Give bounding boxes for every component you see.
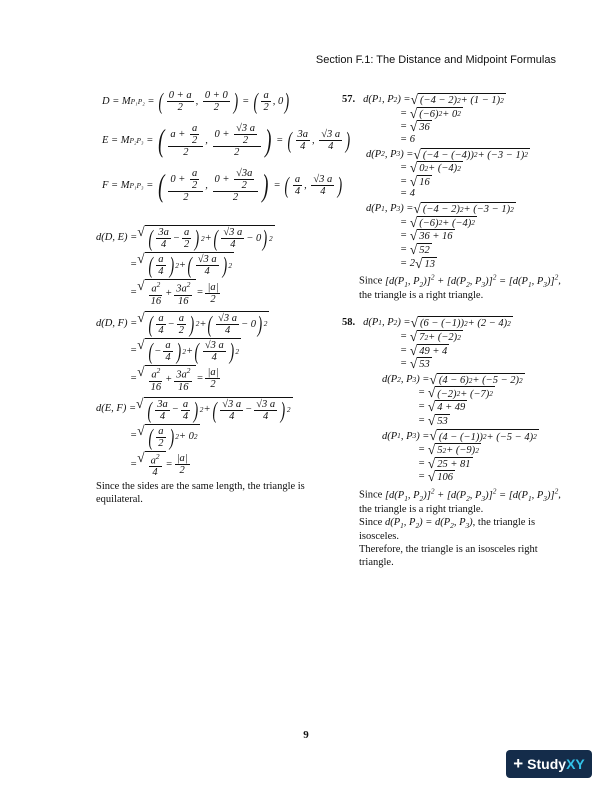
- distance-de-2: = √ ( $\frac{a}{4}$ ) 2 + ( $\frac{√3 a}{4}$ ) 2: [130, 251, 232, 279]
- p57-since: Since [$d(P_1$, $P_2)]^2 + [d(P_2$, $P_3)]^2 = [d(P_1$, $P_3)]^2$,: [359, 272, 561, 289]
- problem-57-number: 57.: [342, 94, 356, 106]
- p58-d23-1: d(P 2 , P 3 ) = √ (4 − 6) 2 + (−5 − 2) 2: [382, 371, 523, 387]
- distance-de-1: d(D, E) = √ ( $\frac{3a}{4}$ − $\frac{a}{2}$ ) 2 + ( $\frac{√3 a}{4}$ − 0 ) 2: [96, 224, 273, 252]
- p58-right-triangle: the triangle is a right triangle.: [359, 503, 484, 515]
- p57-d23-4: = 4: [400, 188, 415, 200]
- p57-d13-2: = √ (−6) 2 + (−4) 2: [400, 214, 475, 230]
- right-column: [342, 93, 562, 570]
- p57-d13-5: = 2 √ 13: [400, 255, 435, 271]
- p58-isosceles: isosceles.: [359, 531, 399, 543]
- p57-conclusion: the triangle is a right triangle.: [359, 290, 484, 302]
- distance-df-3: = √ $\frac{a^2}{16}$ + $\frac{3a^2}{16}$ = $\frac{|a|}{2}$: [130, 364, 219, 393]
- p58-since-2: Since $d(P_1$, $P_2) = d(P_2$, $P_3$), the triangle is: [359, 516, 536, 531]
- page-number: 9: [303, 729, 309, 741]
- p58-d12-1: 58. d(P 1 , P 2 ) = √ (6 − (−1)) 2 + (2 − 4) 2: [342, 315, 511, 331]
- midpoint-d: D = M P₁P₂ = ( $\frac{0 + a}{2}$ , $\frac{0 + 0}{2}$ ) = ( $\frac{a}{2}$ , 0 ): [102, 88, 290, 114]
- plus-icon: +: [513, 754, 524, 773]
- p58-since-1: Since [$d(P_1$, $P_2)]^2 + [d(P_2$, $P_3)]^2 = [d(P_1$, $P_3)]^2$,: [359, 486, 561, 503]
- p58-d23-2: = √ (−2) 2 + (−7) 2: [418, 385, 493, 401]
- p58-d13-4: = √ 106: [418, 469, 453, 485]
- distance-de-3: = √ $\frac{a^2}{16}$ + $\frac{3a^2}{16}$ = $\frac{|a|}{2}$: [130, 278, 219, 307]
- p58-d12-2: = √ 7 2 + (−2) 2: [400, 328, 461, 344]
- p57-d13-3: = √ 36 + 16: [400, 228, 453, 244]
- p57-d12-4: = 6: [400, 133, 415, 145]
- problem-58-number: 58.: [342, 317, 356, 329]
- logo-text-accent: XY: [566, 756, 585, 772]
- p57-d13-4: = √ 52: [400, 242, 430, 257]
- p57-d23-1: d(P 2 , P 3 ) = √ (−4 − (−4)) 2 + (−3 − 1) 2: [366, 146, 528, 162]
- p57-d13-1: d(P 1 , P 3 ) = √ (−4 − 2) 2 + (−3 − 1) 2: [366, 201, 514, 217]
- p58-d23-4: = √ 53: [418, 412, 448, 428]
- p58-d13-1: d(P 1 , P 3 ) = √ (4 − (−1)) 2 + (−5 − 4) 2: [382, 428, 537, 444]
- p58-d12-4: = √ 53: [400, 356, 430, 372]
- p58-d23-3: = √ 4 + 49: [418, 399, 466, 415]
- distance-ef-3: = √ $\frac{a^2}{4}$ = $\frac{|a|}{2}$: [130, 449, 188, 479]
- section-header: Section F.1: The Distance and Midpoint Formulas: [315, 54, 556, 66]
- p58-d13-2: = √ 5 2 + (−9) 2: [418, 442, 479, 458]
- p58-d13-3: = √ 25 + 81: [418, 455, 471, 471]
- midpoint-e: E = M P₂P₃ = ( a + $\frac{a}{2}$ 2 , 0 + $\frac{√3 a}{2}$ 2 ) = ( $\frac{3a}{4}$ , $\frac{√3 a}{4}$ ): [102, 122, 351, 159]
- midpoint-f: F = M P₁P₃ = ( 0 + $\frac{a}{2}$ 2 , 0 + $\frac{√3a}{2}$ 2 ) = ( $\frac{a}{4}$ , $\frac{√3 a}{4}$ ): [102, 167, 343, 204]
- distance-ef-2: = √ ( $\frac{a}{2}$ ) 2 + 0 2: [130, 422, 198, 450]
- p57-d23-2: = √ 0 2 + (−4) 2: [400, 160, 461, 176]
- logo-text-main: Study: [527, 756, 567, 772]
- p57-d12-3: = √ 36: [400, 119, 430, 135]
- distance-ef-1: d(E, F) = √ ( $\frac{3a}{4}$ − $\frac{a}{4}$ ) 2 + ( $\frac{√3 a}{4}$ − $\frac{√3 a}{4}$ ) 2: [96, 395, 291, 423]
- studyxy-logo[interactable]: [506, 750, 592, 778]
- p57-d23-3: = √ 16: [400, 173, 430, 189]
- distance-df-1: d(D, F) = √ ( $\frac{a}{4}$ − $\frac{a}{2}$ ) 2 + ( $\frac{√3 a}{4}$ − 0 ) 2: [96, 309, 268, 337]
- distance-df-2: = √ ( − $\frac{a}{4}$ ) 2 + ( $\frac{√3 a}{4}$ ) 2: [130, 337, 240, 364]
- p58-conclusion: Therefore, the triangle is an isosceles right triangle.: [359, 544, 538, 569]
- p58-d12-3: = √ 49 + 4: [400, 342, 448, 358]
- p57-d12-2: = √ (−6) 2 + 0 2: [400, 105, 461, 121]
- left-conclusion: Since the sides are the same length, the triangle is equilateral.: [96, 481, 305, 506]
- p57-d12-1: 57. d(P 1 , P 2 ) = √ (−4 − 2) 2 + (1 − 1) 2: [342, 92, 504, 107]
